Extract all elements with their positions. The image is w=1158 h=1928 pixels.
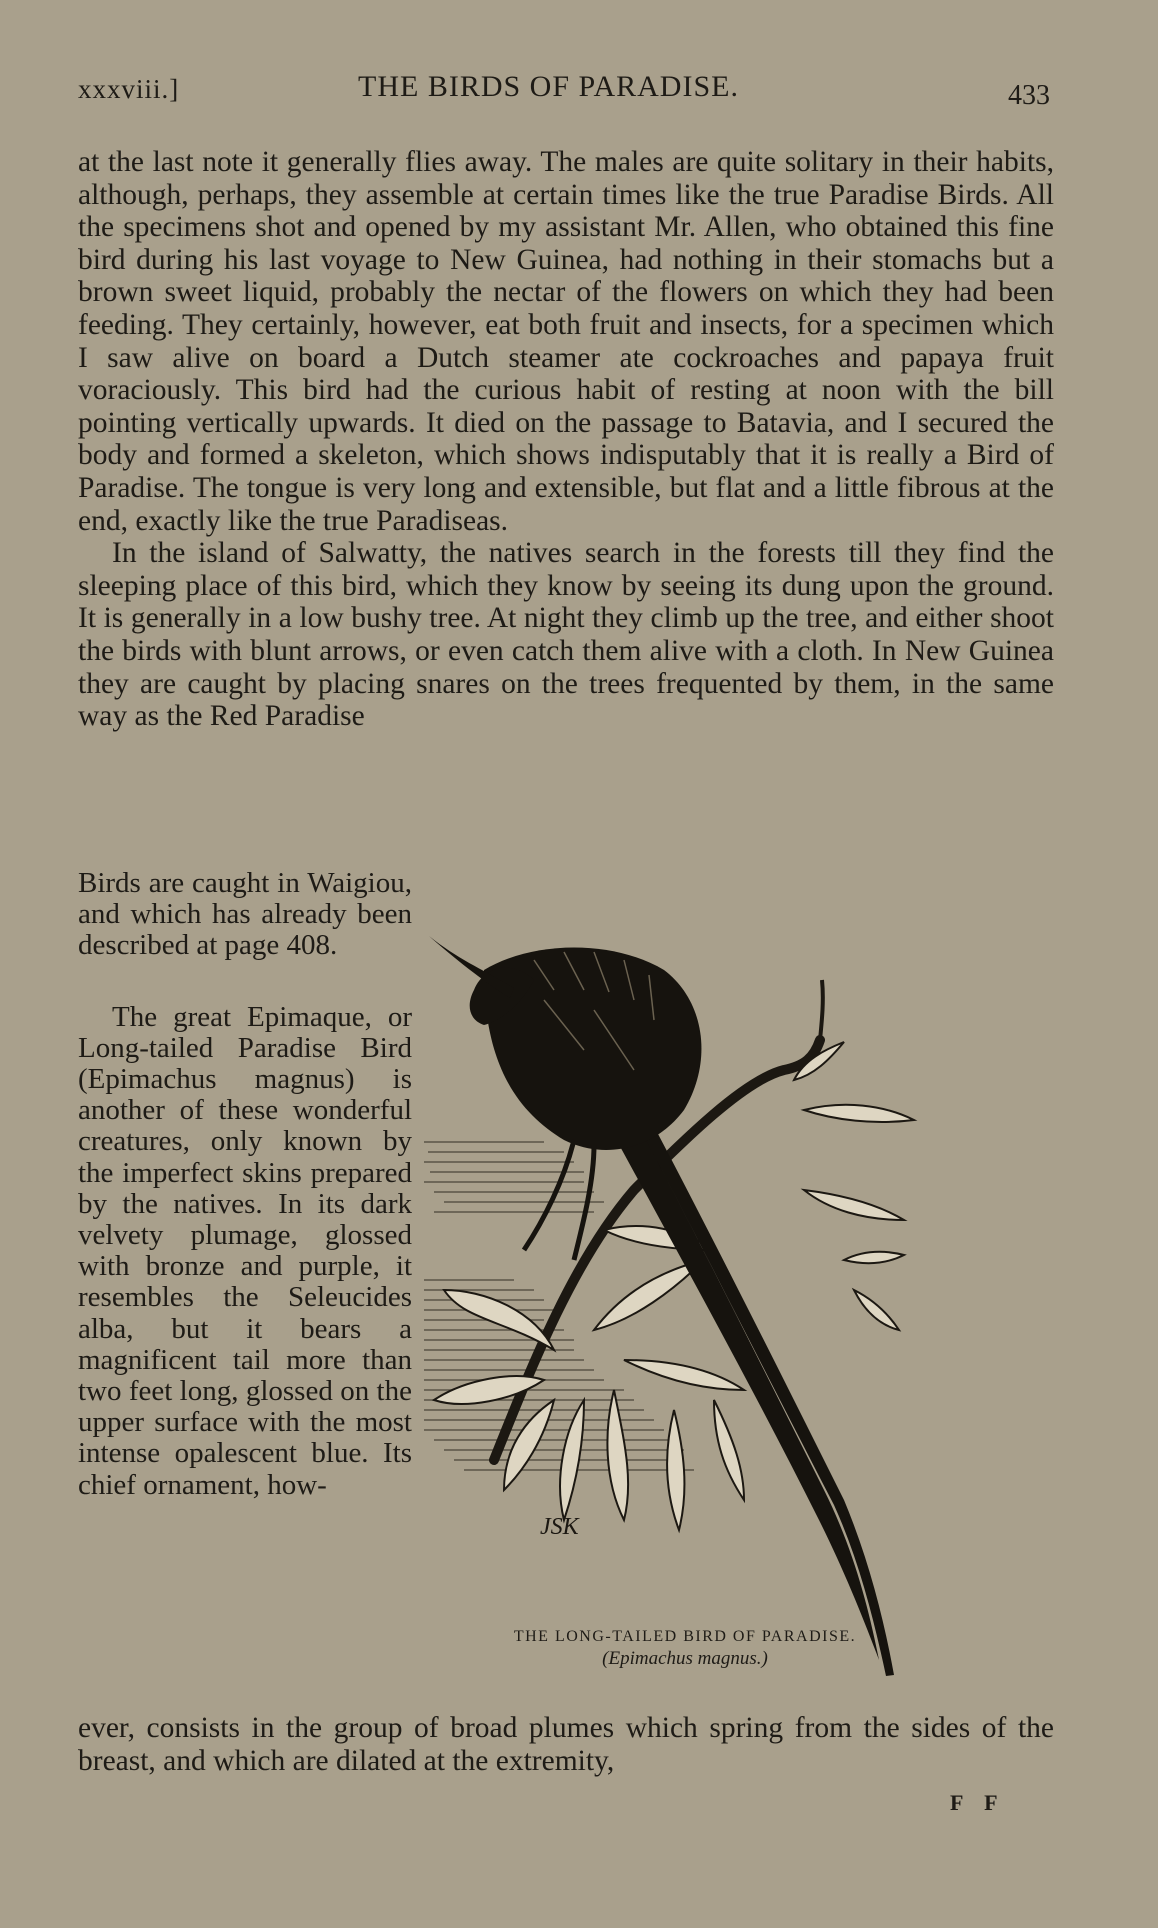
caption-title: THE LONG-TAILED BIRD OF PARADISE. [513,1628,857,1645]
full-width-text-bottom [78,1712,1054,1777]
engraver-mark: JSK [540,1514,579,1540]
chapter-number: xxxviii.] [78,74,180,104]
paragraph-3: The great Epimaque, or Long-tailed Paradise Bird (Epimachus magnus) is another of these wonderful creatures, only known by the imperfect skins prepared by the natives. In its dark velvety plumage, glossed with bronze and purple, it resembles the Seleucides alba, but it bears a magnificent tail more than two feet long, glossed on the upper surface with the most intense opalescent blue. Its chief ornament, how- [78,1000,412,1501]
page-number: 433 [1008,80,1050,111]
long-tailed-bird-of-paradise-illustration [424,930,1044,1710]
signature-mark: F F [950,1790,1006,1815]
figure-caption [424,1628,946,1670]
engraving-figure [424,930,1044,1710]
paragraph-3-end: ever, consists in the group of broad plumes which spring from the sides of the breast, and which are dilated at the extremity, [78,1712,1054,1777]
paragraph-2: In the island of Salwatty, the natives search in the forests till they find the sleeping place of this bird, which they know by seeing its dung upon the ground. It is generally in a low bushy tree. At night they climb up the tree, and either shoot the birds with blunt arrows, or even catch them alive with a cloth. In New Guinea they are caught by placing snares on the trees frequented by them, in the same way as the Red Paradise [78,537,1054,733]
narrow-text-column [78,868,412,1501]
full-width-text [78,146,1054,733]
paragraph-1: at the last note it generally flies away. The males are quite solitary in their habits, although, perhaps, they assemble at certain times like the true Paradise Birds. All the specimens shot and opened by my assistant Mr. Allen, who obtained this fine bird during his last voyage to New Guinea, had nothing in their stomachs but a brown sweet liquid, probably the nectar of the flowers on which they had been feeding. They certainly, however, eat both fruit and insects, for a specimen which I saw alive on board a Dutch steamer ate cockroaches and papaya fruit voraciously. This bird had the curious habit of resting at noon with the bill pointing vertically upwards. It died on the passage to Batavia, and I secured the body and formed a skeleton, which shows indisputably that it is really a Bird of Paradise. The tongue is very long and extensible, but flat and a little fibrous at the end, exactly like the true Paradiseas. [78,146,1054,537]
running-title: THE BIRDS OF PARADISE. [358,70,739,103]
running-header [78,70,1050,110]
caption-scientific-name: (Epimachus magnus.) [602,1648,768,1669]
paragraph-2-continued: Birds are caught in Waigiou, and which has already been described at page 408. [78,867,412,962]
